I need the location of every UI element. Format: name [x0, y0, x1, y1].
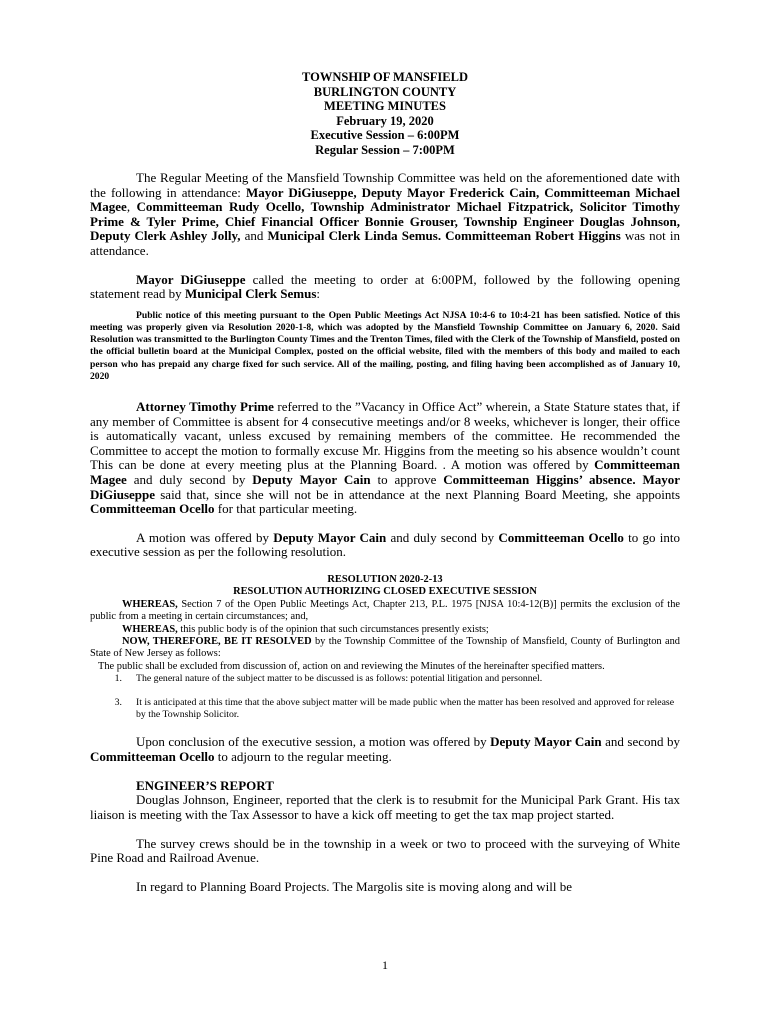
- engineer-report-title: ENGINEER’S REPORT: [136, 778, 274, 794]
- header-township: TOWNSHIP OF MANSFIELD: [302, 70, 468, 84]
- deputy-mayor-name: Deputy Mayor Cain: [490, 734, 602, 750]
- order-text: called the meeting to order at 6:00PM, followed by the following opening statement read by: [90, 271, 680, 302]
- whereas-text: Section 7 of the Open Public Meetings Act, Chapter 213, P.L. 1975 [NJSA 10:4-12(B)] permits the exclusion of the public from a meeting in certain circumstances; and,: [90, 598, 680, 623]
- header-executive-session: Executive Session – 6:00PM: [310, 128, 460, 142]
- adjourn-text: Upon conclusion of the executive session, a motion was offered by: [136, 734, 491, 750]
- engineer-paragraph-1: Douglas Johnson, Engineer, reported that the clerk is to resubmit for the Municipal Park Grant. His tax liaison is meeting with the Tax Assessor to have a kick off meeting to get the tax map project started.: [90, 792, 680, 822]
- committeeman-name: Committeeman Ocello: [90, 501, 215, 517]
- attendance-names: Municipal Clerk Linda Semus. Committeeman Robert Higgins: [267, 228, 621, 244]
- resolution-now-therefore: [90, 636, 680, 661]
- committeeman-name: Committeeman Ocello: [498, 529, 624, 545]
- resolution-item-1: [90, 673, 680, 685]
- list-number: 1.: [114, 673, 122, 685]
- resolution-title: RESOLUTION AUTHORIZING CLOSED EXECUTIVE SESSION: [233, 586, 537, 598]
- attendance-names: Committeeman Rudy Ocello, Township Administrator Michael Fitzpatrick, Solicitor Timothy Prime & Tyler Prime, Chief Financial Officer Bonnie Grouser, Township Engineer Douglas Johnson, Deputy Clerk Ashley Jolly,: [90, 199, 680, 244]
- resolution-exclusion: The public shall be excluded from discussion of, action on and reviewing the Minutes of the hereinafter specified matters.: [98, 660, 605, 672]
- vacancy-text: referred to the ”Vacancy in Office Act” wherein, a State Stature states that, if any member of Committee is absent for 4 consecutive meetings and/or 8 weeks, whichever is longer, their office is automatically vacant, unless excused by remaining members of the committee. He recommended the Committee to accept the motion to formally excuse Mr. Higgins from the meeting so his absence wouldn’t count This can be done at every meeting plus at the Planning Board. . A motion was offered by: [90, 398, 680, 473]
- public-notice-statement: Public notice of this meeting pursuant to the Open Public Meetings Act NJSA 10:4-6 to 10:4-21 has been satisfied. Notice of this meeting was properly given via Resolution 2020-1-8, which was adopted by the Mansfield Township Committee on January 6, 2020. Said Resolution was transmitted to the Burlington County Times and the Trenton Times, filed with the Clerk of the Township of Mansfield, posted on the official bulletin board at the Municipal Complex, posted on the official website, filed with the members of this body and mailed to each person who has prepaid any charge fixed for such service. All of the mailing, posting, and filing having been accomplished as of January 10, 2020: [90, 309, 680, 382]
- header-county: BURLINGTON COUNTY: [313, 84, 457, 99]
- attendance-names: Mayor DiGiuseppe, Deputy Mayor Frederick Cain, Committeeman Michael Magee: [90, 184, 681, 215]
- header-regular-session: Regular Session – 7:00PM: [315, 142, 455, 157]
- list-text: The general nature of the subject matter to be discussed is as follows: potential litigation and personnel.: [136, 673, 543, 685]
- vacancy-text: and duly second by: [126, 471, 253, 487]
- vacancy-text: said that, since she will not be in attendance at the next Planning Board Meeting, she appoints: [155, 486, 680, 502]
- document-page: [90, 70, 680, 894]
- list-text: It is anticipated at this time that the above subject matter will be made public when the matter has been resolved and approved for release by the Township Solicitor.: [136, 697, 675, 721]
- executive-motion-paragraph: [90, 531, 680, 560]
- header-doc-type: MEETING MINUTES: [324, 99, 446, 113]
- attorney-name: Attorney Timothy Prime: [136, 398, 274, 414]
- adjourn-text: and second by: [601, 734, 680, 750]
- absence-approval: Committeeman Higgins’ absence. Mayor DiGiuseppe: [90, 471, 681, 502]
- vacancy-text: to approve: [370, 471, 444, 487]
- deputy-mayor-name: Deputy Mayor Cain: [273, 529, 387, 545]
- adjourn-paragraph: [90, 735, 680, 764]
- resolved-text: by the Township Committee of the Township of Mansfield, County of Burlington and State of New Jersey as follows:: [90, 635, 680, 660]
- resolved-label: NOW, THEREFORE, BE IT RESOLVED: [122, 635, 312, 647]
- mayor-name: Mayor DiGiuseppe: [136, 271, 246, 287]
- whereas-label: WHEREAS,: [122, 623, 178, 635]
- motion-text: A motion was offered by: [136, 529, 274, 545]
- resolution-whereas-2: [90, 624, 680, 636]
- attendance-text: was not in attendance.: [90, 228, 680, 258]
- document-header: [90, 70, 680, 157]
- resolution-item-3: [90, 697, 680, 721]
- vacancy-text: for that particular meeting.: [214, 501, 358, 517]
- engineer-paragraph-2: The survey crews should be in the township in a week or two to proceed with the surveying of White Pine Road and Railroad Avenue.: [90, 835, 680, 866]
- engineer-paragraph-3: In regard to Planning Board Projects. The Margolis site is moving along and will be: [136, 878, 573, 894]
- resolution-whereas-1: [90, 599, 680, 624]
- clerk-name: Municipal Clerk Semus: [184, 286, 317, 302]
- order-text: :: [316, 286, 321, 302]
- committeeman-name: Committeeman Ocello: [90, 748, 215, 764]
- header-date: February 19, 2020: [336, 113, 434, 128]
- motion-text: to go into executive session as per the following resolution.: [90, 529, 680, 560]
- resolution-block: [90, 574, 680, 721]
- list-number: 3.: [114, 697, 122, 709]
- page-number: 1: [382, 958, 388, 972]
- call-to-order-paragraph: [90, 273, 680, 302]
- vacancy-paragraph: [90, 400, 680, 517]
- committeeman-name: Committeeman Magee: [90, 457, 680, 487]
- attendance-text: and: [240, 228, 268, 244]
- attendance-text: ,: [126, 199, 137, 215]
- resolution-number: RESOLUTION 2020-2-13: [327, 573, 443, 585]
- motion-text: and duly second by: [386, 529, 499, 545]
- whereas-label: WHEREAS,: [122, 598, 178, 610]
- attendance-paragraph: [90, 171, 680, 259]
- adjourn-text: to adjourn to the regular meeting.: [214, 748, 392, 764]
- attendance-text: The Regular Meeting of the Mansfield Township Committee was held on the aforementioned date with the following in attendance:: [90, 170, 680, 200]
- whereas-text: this public body is of the opinion that such circumstances presently exists;: [177, 623, 489, 635]
- deputy-mayor-name: Deputy Mayor Cain: [252, 471, 371, 487]
